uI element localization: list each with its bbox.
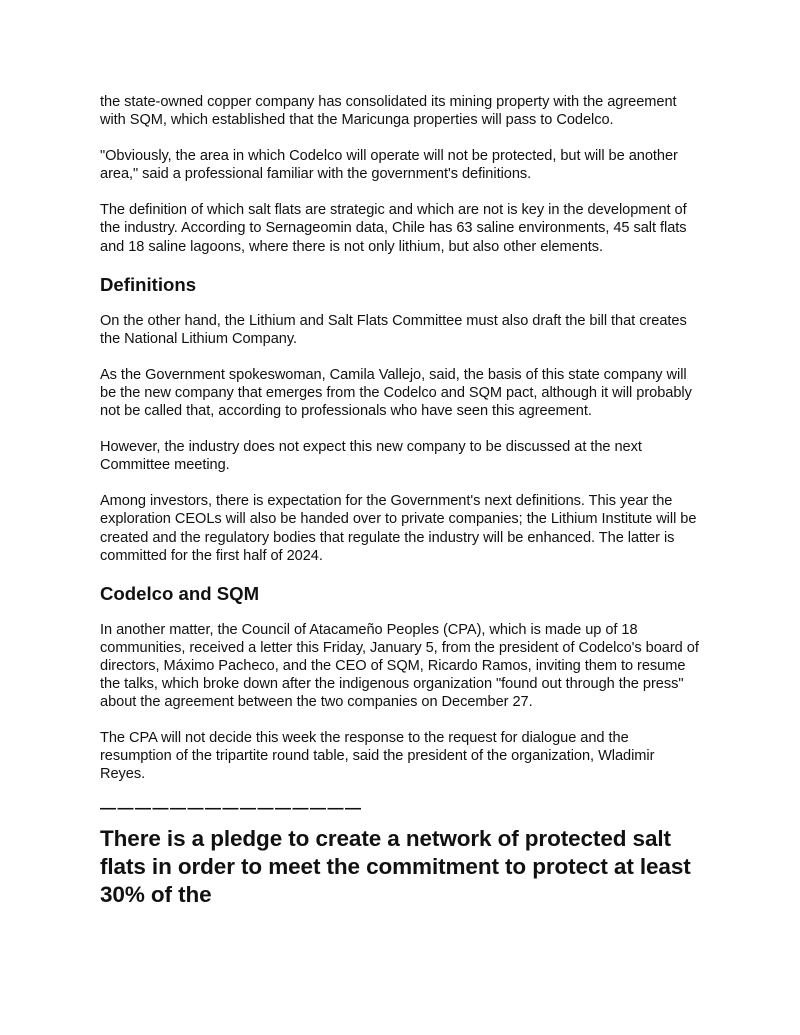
section-heading-codelco-sqm: Codelco and SQM	[100, 582, 260, 604]
codelco-sqm-paragraph-2: The CPA will not decide this week the response to the request for dialogue and the resumption of the tripartite round table, said the president of the organization, Wladimir Reyes.	[100, 730, 655, 783]
definitions-paragraph-1: On the other hand, the Lithium and Salt Flats Committee must also draft the bill that creates the National Lithium Company.	[100, 312, 687, 347]
intro-paragraph-3: The definition of which salt flats are strategic and which are not is key in the development of the industry. According to Sernageomin data, Chile has 63 saline environments, 45 salt flats and 18 saline lagoons, where there is not only lithium, but also other elements.	[100, 202, 687, 255]
codelco-sqm-paragraph-1: In another matter, the Council of Atacameño Peoples (CPA), which is made up of 18 communities, received a letter this Friday, January 5, from the president of Codelco's board of directors, Máximo Pacheco, and the CEO of SQM, Ricardo Ramos, inviting them to resume the talks, which broke down after the indigenous organization "found out through the press" about the agreement between the two companies on December 27.	[100, 621, 699, 711]
definitions-paragraph-2: As the Government spokeswoman, Camila Vallejo, said, the basis of this state company will be the new company that emerges from the Codelco and SQM pact, although it will probably not be called that, according to professionals who have seen this agreement.	[100, 366, 692, 420]
intro-paragraph-1: the state-owned copper company has consolidated its mining property with the agreement with SQM, which established that the Maricunga properties will pass to Codelco.	[100, 94, 677, 129]
definitions-paragraph-3: However, the industry does not expect this new company to be discussed at the next Committee meeting.	[100, 439, 642, 474]
headline: There is a pledge to create a network of protected salt flats in order to meet the commitment to protect at least 30% of the	[100, 826, 691, 908]
intro-paragraph-2: "Obviously, the area in which Codelco will operate will not be protected, but will be another area," said a professional familiar with the government's definitions.	[100, 148, 678, 183]
section-divider: ———————————————	[100, 800, 363, 818]
section-heading-definitions: Definitions	[100, 273, 197, 295]
document-page	[100, 93, 700, 909]
definitions-paragraph-4: Among investors, there is expectation for the Government's next definitions. This year the exploration CEOLs will also be handed over to private companies; the Lithium Institute will be created and the regulatory bodies that regulate the industry will be enhanced. The latter is committed for the first half of 2024.	[100, 493, 697, 564]
